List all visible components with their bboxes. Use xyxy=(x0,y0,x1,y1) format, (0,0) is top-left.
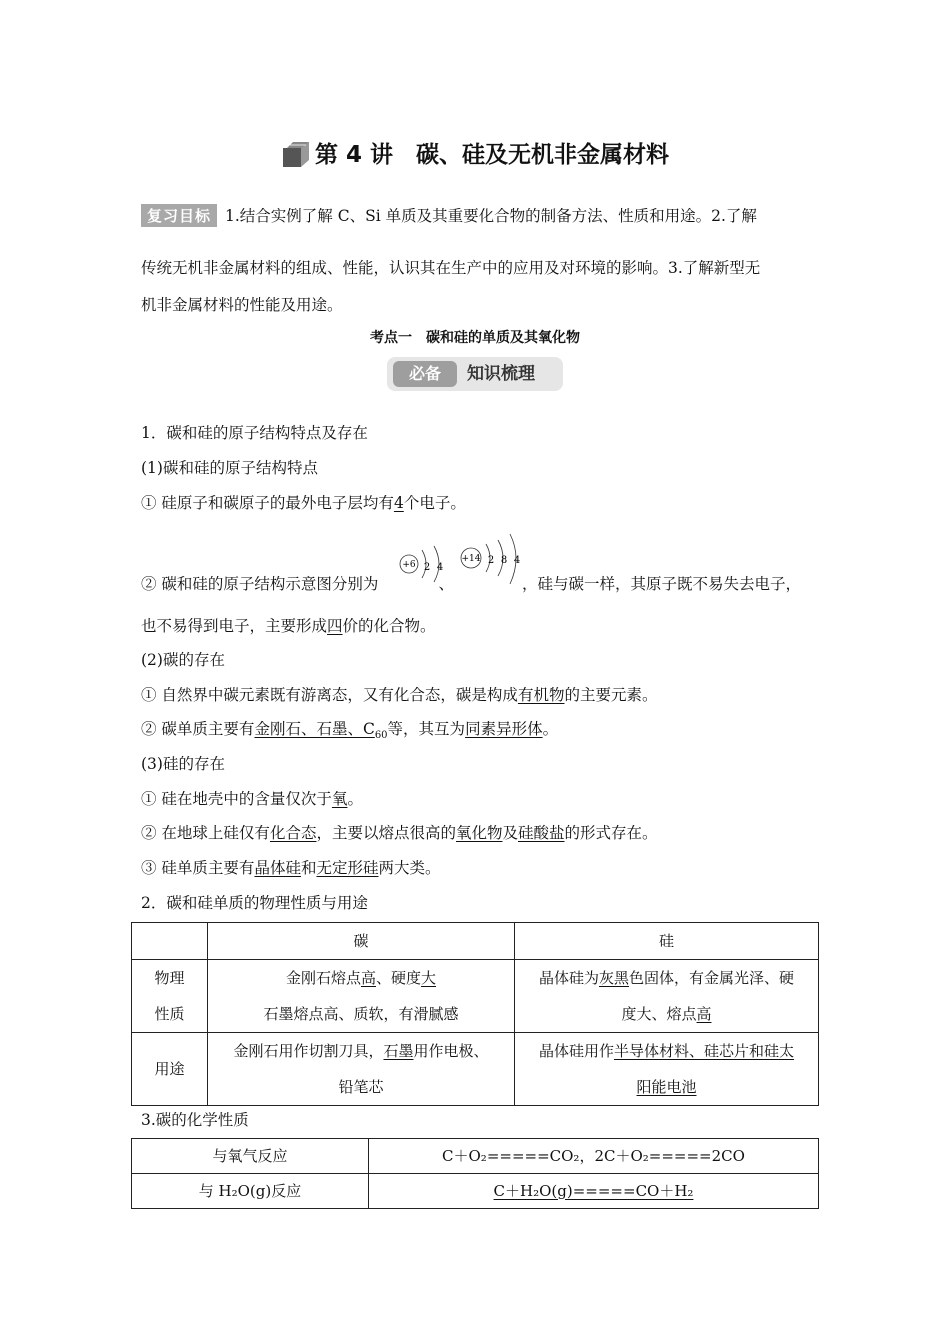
reaction-1-label: 与氧气反应 xyxy=(132,1139,369,1174)
book-icon xyxy=(281,140,311,174)
s1-c1: ① 自然界中碳元素既有游离态，又有化合态，碳是构成有机物的主要元素。 xyxy=(141,686,658,704)
s1-item2b: 也不易得到电子，主要形成四价的化合物。 xyxy=(141,617,436,635)
reaction-2-eq: C＋H₂O(g)=====CO＋H₂ xyxy=(369,1174,819,1209)
pill-right: 知识梳理 xyxy=(467,364,535,384)
s1-si1: ① 硅在地壳中的含量仅次于氧。 xyxy=(141,790,363,808)
s1-item2: ② 碳和硅的原子结构示意图分别为 、 ，硅与碳一样，其原子既不易失去电子， xyxy=(141,575,801,593)
reactions-table xyxy=(131,1138,819,1209)
lesson-title-text: 第 4 讲 碳、硅及无机非金属材料 xyxy=(314,142,670,168)
s1-si2: ② 在地球上硅仅有化合态，主要以熔点很高的氧化物及硅酸盐的形式存在。 xyxy=(141,824,658,842)
s1-sub2: (2)碳的存在 xyxy=(141,651,225,669)
s1-heading: 1．碳和硅的原子结构特点及存在 xyxy=(141,424,368,442)
silicon-shell-1: 2 xyxy=(487,555,495,566)
s1-sub1: (1)碳和硅的原子结构特点 xyxy=(141,459,318,477)
row1-head: 物理 性质 xyxy=(132,960,208,1033)
silicon-nucleus: +14 xyxy=(461,554,481,564)
goals-line-3: 机非金属材料的性能及用途。 xyxy=(141,296,343,314)
goals-badge: 复习目标 xyxy=(141,204,217,227)
lesson-title xyxy=(0,136,950,174)
carbon-shell-2: 4 xyxy=(436,562,444,573)
s1-item1: ① 硅原子和碳原子的最外电子层均有4个电子。 xyxy=(141,494,466,512)
s3-heading: 3.碳的化学性质 xyxy=(141,1111,249,1129)
goals-line-1 xyxy=(141,204,757,227)
section-title: 考点一 碳和硅的单质及其氧化物 xyxy=(370,330,580,346)
s1-si3: ③ 硅单质主要有晶体硅和无定形硅两大类。 xyxy=(141,859,441,877)
row2-carbon: 金刚石用作切割刀具，石墨用作电极、 铅笔芯 xyxy=(208,1033,515,1106)
row2-silicon: 晶体硅用作半导体材料、硅芯片和硅太 阳能电池 xyxy=(515,1033,819,1106)
knowledge-pill xyxy=(387,357,563,391)
row2-head: 用途 xyxy=(132,1033,208,1106)
goals-text-1: 1.结合实例了解 C、Si 单质及其重要化合物的制备方法、性质和用途。2.了解 xyxy=(225,207,757,225)
carbon-atom-diagram xyxy=(396,540,456,590)
reaction-1-eq: C＋O₂=====CO₂，2C＋O₂=====2CO xyxy=(369,1139,819,1174)
reaction-2-label: 与 H₂O(g)反应 xyxy=(132,1174,369,1209)
carbon-shell-1: 2 xyxy=(423,562,431,573)
s2-heading: 2．碳和硅单质的物理性质与用途 xyxy=(141,894,368,912)
carbon-nucleus: +6 xyxy=(402,560,416,570)
goals-line-2: 传统无机非金属材料的组成、性能，认识其在生产中的应用及对环境的影响。3.了解新型无 xyxy=(141,259,761,277)
pill-left: 必备 xyxy=(393,361,457,387)
silicon-atom-diagram xyxy=(458,530,526,590)
col-carbon: 碳 xyxy=(208,923,515,960)
silicon-shell-3: 4 xyxy=(513,555,521,566)
table-corner xyxy=(132,923,208,960)
s1-c2: ② 碳单质主要有金刚石、石墨、$C_{60}$等，其互为同素异形体。 xyxy=(141,720,559,742)
col-silicon: 硅 xyxy=(515,923,819,960)
row1-silicon: 晶体硅为灰黑色固体，有金属光泽、硬 度大、熔点高 xyxy=(515,960,819,1033)
row1-carbon: 金刚石熔点高、硬度大 石墨熔点高、质软，有滑腻感 xyxy=(208,960,515,1033)
silicon-shell-2: 8 xyxy=(500,555,508,566)
properties-table xyxy=(131,922,819,1106)
s1-sub3: (3)硅的存在 xyxy=(141,755,225,773)
